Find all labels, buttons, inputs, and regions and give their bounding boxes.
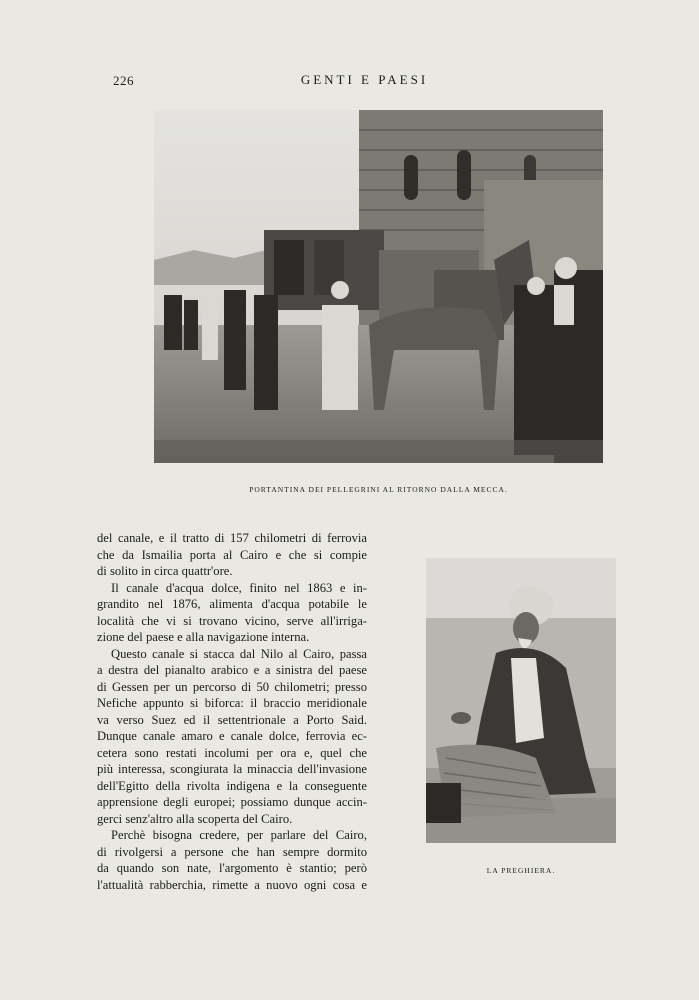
photo-la-preghiera	[426, 558, 616, 843]
text-line: località che vi si trovano vicino, serve all'irriga-	[97, 613, 367, 628]
caption-la-preghiera: LA PREGHIERA.	[486, 866, 556, 875]
text-line: apprensione degli europei; possiamo dunque accin-	[97, 795, 367, 809]
text-line: del canale, e il tratto di 157 chilometri di ferrovia	[97, 531, 367, 545]
text-line: grandito nel 1876, alimenta d'acqua potabile le	[97, 597, 367, 611]
caption-pilgrim-palanquin: PORTANTINA DEI PELLEGRINI AL RITORNO DALLA MECCA.	[249, 485, 508, 494]
text-line: dell'Egitto della rivolta indigena e la conseguente	[97, 778, 367, 793]
text-line: gerci senz'altro alla scoperta del Cairo.	[97, 811, 293, 826]
text-line: Nefiche appunto si biforca: il braccio meridionale	[97, 696, 367, 710]
running-head: GENTI E PAESI	[300, 72, 429, 87]
text-line: cetera sono restati incolumi per ora e, quel che	[97, 745, 367, 760]
text-line: Dunque canale amaro e canale dolce, ferrovia ec-	[97, 729, 367, 743]
text-line: di rivolgersi a persone che han sempre dormito	[97, 844, 367, 859]
text-line: Il canale d'acqua dolce, finito nel 1863 e in-	[111, 580, 367, 595]
text-line: più interessa, scongiurata la minaccia dell'invasione	[97, 762, 367, 776]
text-line: di solito in circa quattr'ore.	[97, 564, 233, 578]
text-line: Perchè bisogna credere, per parlare del Cairo,	[111, 828, 367, 842]
text-line: l'attualità rabberchia, rimette a nuovo ogni cosa e	[97, 877, 367, 892]
article-body	[97, 530, 367, 893]
page-number: 226	[113, 73, 134, 88]
text-line: che da Ismailia porta al Cairo e che si compie	[97, 547, 367, 562]
text-line: va verso Suez ed il settentrionale a Porto Said.	[97, 712, 367, 727]
text-line: Questo canale si stacca dal Nilo al Cairo, passa	[111, 646, 367, 661]
text-line: zione del paese e alla navigazione interna.	[97, 630, 310, 644]
text-line: da quando son nate, l'argomento è stantio; però	[97, 861, 367, 875]
text-line: a destra del pianalto arabico e a sinistra del paese	[97, 663, 367, 677]
photo-pilgrim-palanquin	[154, 110, 603, 463]
text-line: di Gessen per un percorso di 50 chilometri; presso	[97, 679, 367, 694]
